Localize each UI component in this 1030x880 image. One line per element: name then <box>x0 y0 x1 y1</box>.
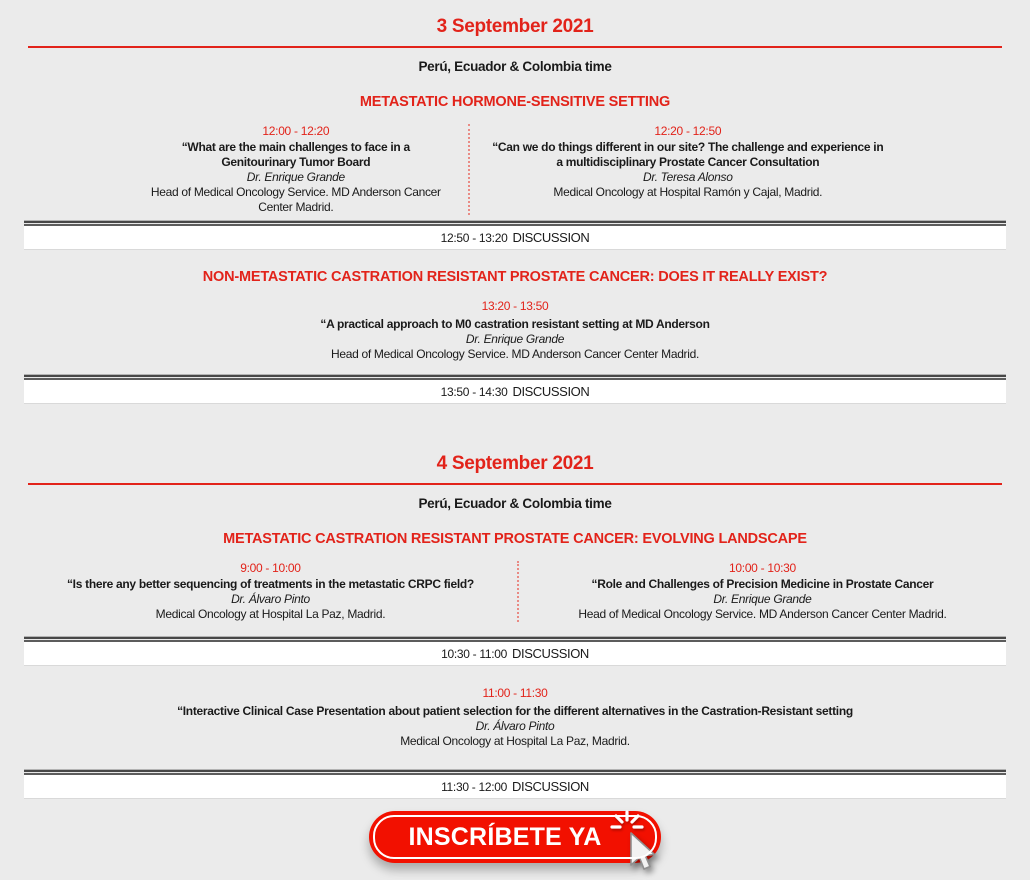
talk-affiliation: Medical Oncology at Hospital La Paz, Madrid. <box>400 734 630 748</box>
talk-time: 13:20 - 13:50 <box>481 299 549 313</box>
day-1-session-2-heading: NON-METASTATIC CASTRATION RESISTANT PROSTATE CANCER: DOES IT REALLY EXIST? <box>202 269 828 285</box>
talk-affiliation: Head of Medical Oncology Service. MD Anderson Cancer Center Madrid. <box>578 607 947 621</box>
discussion-label: DISCUSSION <box>512 384 590 399</box>
day-1-date: 3 September 2021 <box>436 16 594 37</box>
talk-time: 10:00 - 10:30 <box>729 561 796 575</box>
day-2-session-1-talks <box>24 561 1006 622</box>
discussion-bar <box>24 636 1006 666</box>
talk-time: 12:00 - 12:20 <box>262 124 330 138</box>
talk-cell <box>470 124 906 215</box>
discussion-label: DISCUSSION <box>512 230 590 245</box>
talk-title: “Can we do things different in our site? The challenge and experience in a multidisciplinary Prostate Cancer Consultation <box>492 140 884 169</box>
day-1-session-1-heading: METASTATIC HORMONE-SENSITIVE SETTING <box>359 94 671 110</box>
talk-title: “What are the main challenges to face in a Genitourinary Tumor Board <box>181 140 410 169</box>
day-1-timezone: Perú, Ecuador & Colombia time <box>418 59 612 74</box>
day-2-timezone: Perú, Ecuador & Colombia time <box>418 496 612 511</box>
talk-time: 11:00 - 11:30 <box>482 686 548 700</box>
day-1-session-1-talks <box>124 124 906 215</box>
talk-title: “Interactive Clinical Case Presentation about patient selection for the different alternatives in the Castration-Resistant setting <box>177 704 853 718</box>
talk <box>519 577 1006 622</box>
discussion-label: DISCUSSION <box>512 779 589 794</box>
cta-row <box>0 811 1030 863</box>
talk-speaker: Dr. Teresa Alonso <box>643 170 733 184</box>
talk-cell <box>124 124 470 215</box>
discussion-time: 13:50 - 14:30 <box>440 385 508 399</box>
talk-affiliation: Medical Oncology at Hospital Ramón y Cajal, Madrid. <box>553 185 823 199</box>
talk-affiliation: Head of Medical Oncology Service. MD Anderson Cancer Center Madrid. <box>150 185 441 214</box>
talk <box>0 704 1030 749</box>
talk-title: “Role and Challenges of Precision Medicine in Prostate Cancer <box>591 577 934 591</box>
talk-title: “Is there any better sequencing of treatments in the metastatic CRPC field? <box>66 577 474 591</box>
day-2-date: 4 September 2021 <box>436 453 594 474</box>
talk-affiliation: Head of Medical Oncology Service. MD Anderson Cancer Center Madrid. <box>330 347 700 361</box>
talk <box>0 317 1030 362</box>
discussion-bar <box>24 220 1006 250</box>
talk-affiliation: Medical Oncology at Hospital La Paz, Madrid. <box>155 607 386 621</box>
talk <box>488 140 888 200</box>
register-button[interactable] <box>369 811 661 863</box>
discussion-time: 10:30 - 11:00 <box>441 647 508 661</box>
discussion-bar <box>24 374 1006 404</box>
talk-speaker: Dr. Enrique Grande <box>246 170 345 184</box>
talk-speaker: Dr. Álvaro Pinto <box>231 592 310 606</box>
register-button-label: INSCRÍBETE YA <box>408 822 602 851</box>
talk-cell <box>24 561 519 622</box>
talk-speaker: Dr. Enrique Grande <box>713 592 812 606</box>
talk-speaker: Dr. Álvaro Pinto <box>475 719 555 733</box>
talk-title: “A practical approach to M0 castration resistant setting at MD Anderson <box>320 317 710 331</box>
day-2-session-1-heading: METASTATIC CASTRATION RESISTANT PROSTATE CANCER: EVOLVING LANDSCAPE <box>223 531 807 547</box>
discussion-time: 11:30 - 12:00 <box>441 780 508 794</box>
talk-cell <box>519 561 1006 622</box>
cursor-click-icon <box>601 807 681 880</box>
discussion-label: DISCUSSION <box>512 646 589 661</box>
talk <box>151 140 441 215</box>
red-divider-line <box>28 46 1002 48</box>
talk <box>24 577 517 622</box>
day-1-section <box>0 16 1030 404</box>
talk-time: 9:00 - 10:00 <box>240 561 301 575</box>
discussion-time: 12:50 - 13:20 <box>440 231 508 245</box>
talk-speaker: Dr. Enrique Grande <box>465 332 565 346</box>
day-2-section <box>0 453 1030 799</box>
talk-time: 12:20 - 12:50 <box>654 124 722 138</box>
red-divider-line <box>28 483 1002 485</box>
discussion-bar <box>24 769 1006 799</box>
